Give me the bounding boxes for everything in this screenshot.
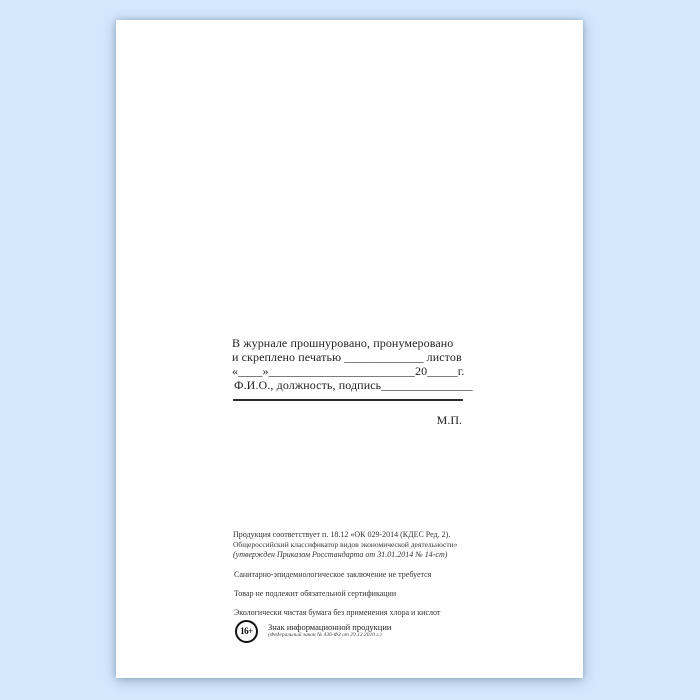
binding-certification-block (232, 336, 473, 392)
journal-back-page (116, 20, 583, 678)
age-mark-law-reference: (Федеральный закон № 436-ФЗ от 29.12.2010 г.) (268, 632, 382, 638)
binding-line-2: и скреплено печатью _____________ листов (232, 350, 462, 364)
stamp-place-abbr: М.П. (436, 413, 462, 427)
sanitary-statement: Санитарно-эпидемиологическое заключение не требуется (234, 570, 432, 579)
binding-line-3-date: «____»________________________20_____г. (232, 364, 465, 378)
classifier-line-1: Продукция соответствует п. 18.12 «ОК 029-2014 (КДЕС Ред. 2). (233, 530, 451, 539)
binding-line-1: В журнале прошнуровано, пронумеровано (232, 336, 454, 350)
eco-statement: Экологически чистая бумага без применения хлора и кислот (234, 608, 441, 617)
age-16plus-icon: 16+ (235, 620, 258, 643)
binding-line-4-signature: Ф.И.О., должность, подпись_______________ (234, 378, 473, 392)
separator-rule (233, 399, 463, 401)
classifier-line-2: Общероссийский классификатор видов экономической деятельности» (233, 540, 458, 549)
age-mark-text (268, 620, 391, 639)
classifier-line-3: (утвержден Приказом Росстандарта от 31.01.2014 № 14-ст) (233, 550, 448, 559)
age-mark-title: Знак информационной продукции (268, 622, 392, 632)
certification-statement: Товар не подлежит обязательной сертификации (234, 589, 397, 598)
age-rating-block (235, 620, 391, 643)
compliance-block (233, 530, 533, 618)
